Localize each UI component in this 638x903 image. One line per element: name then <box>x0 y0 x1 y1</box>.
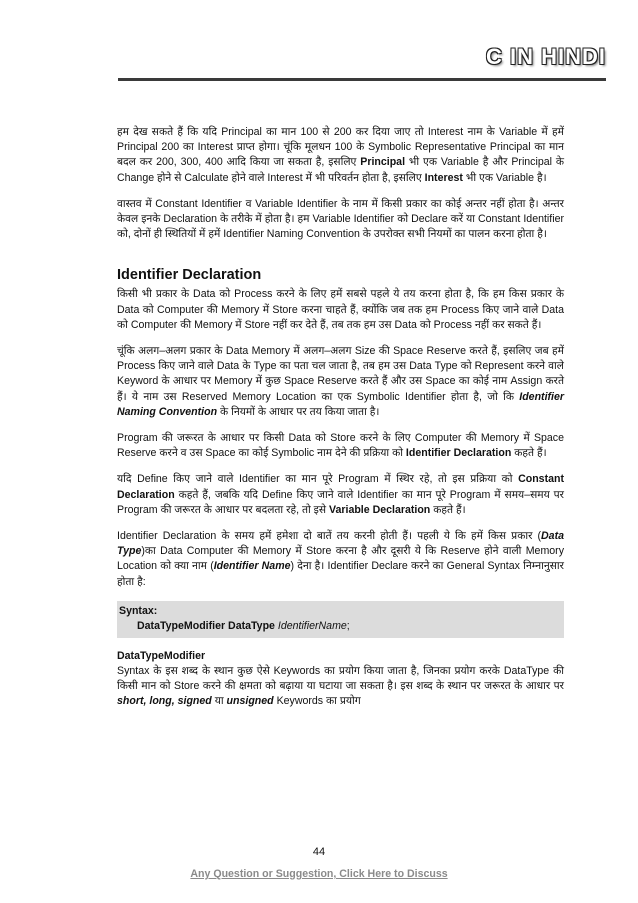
page-number: 44 <box>312 846 326 858</box>
paragraph-memory-space: चूंकि अलग–अलग प्रकार के Data Memory में अलग–अलग Size की Space Reserve करते हैं, इसलिए जब हमें Process किए जाने वाले Data के Type का पता चल जाता है, तब हम उस Data Type को Represent करने वाले Keyword के आधार पर Memory में कुछ Space Reserve करते हैं और उस Space का कोई नाम Assign करते हैं। ये नाम उस Reserved Memory Location का एक Symbolic Identifier होता है, जो कि Identifier Naming Convention के नियमों के आधार पर तय किया जाता है। <box>117 345 564 418</box>
paragraph-general-syntax: Identifier Declaration के समय हमें हमेशा दो बातें तय करनी होती हैं। पहली ये कि हमें किस प्रकार (Data Type)का Data Computer की Memory में Store करना है और दूसरी ये कि Reserve होने वाली Memory Location को क्या नाम (Identifier Name) देना है। Identifier Declare करने का General Syntax निम्नानुसार होता है: <box>117 530 565 588</box>
section-heading: Identifier Declaration <box>117 267 262 284</box>
syntax-label: Syntax: <box>119 604 158 617</box>
paragraph-identifier-declaration: Program की जरूरत के आधार पर किसी Data को Store करने के लिए Computer की Memory में Space Reserve करने व उस Space का कोई Symbolic नाम देने की प्रक्रिया को Identifier Declaration कहते हैं। <box>117 432 564 460</box>
page-content <box>117 125 564 721</box>
paragraph-principal: हम देख सकते हैं कि यदि Principal का मान 100 से 200 कर दिया जाए तो Interest नाम के Variable में हमें Principal 200 का Interest प्राप्त होगा। चूंकि मूलधन 100 के Symbolic Representative Principal का मान बदल कर 200, 300, 400 आदि किया जा सकता है, इसलिए Principal भी एक Variable है और Principal के Change होने से Calculate होने वाले Interest में भी परिवर्तन होता है, इसलिए Interest भी एक Variable है। <box>117 126 564 184</box>
header-title: C IN HINDI <box>486 44 606 69</box>
syntax-line: DataTypeModifier DataType IdentifierName; <box>137 619 350 632</box>
syntax-box <box>117 601 564 638</box>
paragraph-constant-variable: वास्तव में Constant Identifier व Variable Identifier के नाम में किसी प्रकार का कोई अन्तर नहीं होता है। अन्तर केवल इनके Declaration के तरीके में होता है। हम Variable Identifier को Declare करें या Constant Identifier को, दोनों ही स्थितियों में हमें Identifier Naming Convention के उपरोक्त सभी नियमों का पालन करना होता है। <box>117 197 564 241</box>
paragraph-modifier: Syntax के इस शब्द के स्थान कुछ ऐसे Keywords का प्रयोग किया जाता है, जिनका प्रयोग करके DataType की किसी मान को Store करने की क्षमता को बढ़ाया या घटाया जा सकता है। इस शब्द के स्थान पर जरूरत के आधार पर short, long, signed या unsigned Keywords का प्रयोग <box>117 665 564 708</box>
paragraph-constant-declaration: यदि Define किए जाने वाले Identifier का मान पूरे Program में स्थिर रहे, तो इस प्रक्रिया को Constant Declaration कहते हैं, जबकि यदि Define किए जाने वाले Identifier का मान पूरे Program में समय–समय पर Program की जरूरत के आधार पर बदलता रहे, तो इसे Variable Declaration कहते हैं। <box>117 473 564 516</box>
modifier-heading: DataTypeModifier <box>117 649 206 662</box>
paragraph-process-data: किसी भी प्रकार के Data को Process करने के लिए हमें सबसे पहले ये तय करना होता है, कि हम किस प्रकार के Data को Computer की Memory में Store करना चाहते हैं, क्योंकि जब तक हम Process किए जाने वाले Data को Computer की Memory में Store नहीं कर देते हैं, तब तक हम उस Data को Process नहीं कर सकते हैं। <box>117 288 564 331</box>
header-rule <box>118 78 606 81</box>
discuss-link[interactable]: Any Question or Suggestion, Click Here to Discuss <box>190 868 448 880</box>
